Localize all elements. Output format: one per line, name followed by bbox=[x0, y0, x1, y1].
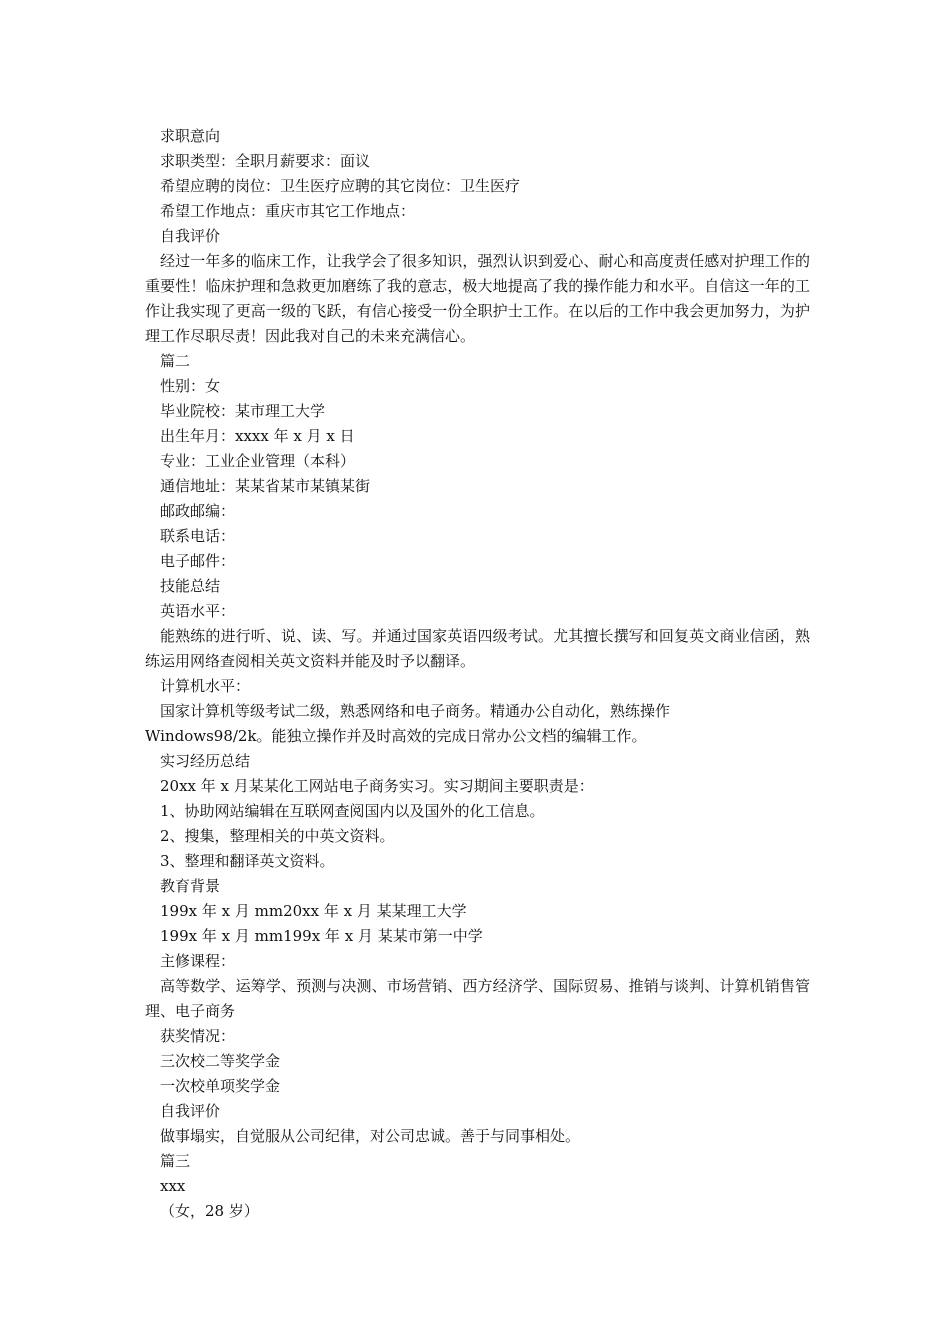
heading-part-two: 篇二 bbox=[160, 352, 191, 370]
text-award-2: 一次校单项奖学金 bbox=[160, 1077, 281, 1095]
heading-main-courses: 主修课程： bbox=[160, 952, 236, 970]
text-award-1: 三次校二等奖学金 bbox=[160, 1052, 281, 1070]
list-item-duty-2: 2、搜集，整理相关的中英文资料。 bbox=[160, 827, 395, 845]
list-item-duty-3: 3、整理和翻译英文资料。 bbox=[160, 852, 335, 870]
text-self-evaluation-2: 做事塌实，自觉服从公司纪律，对公司忠诚。善于与同事相处。 bbox=[160, 1127, 581, 1145]
text-internship-intro: 20xx 年 x 月某某化工网站电子商务实习。实习期间主要职责是： bbox=[160, 777, 594, 795]
text-work-location: 希望工作地点：重庆市其它工作地点： bbox=[160, 202, 416, 220]
text-education-university: 199x 年 x 月 mm20xx 年 x 月 某某理工大学 bbox=[160, 902, 467, 920]
text-gender: 性别：女 bbox=[160, 377, 221, 395]
heading-skills-summary: 技能总结 bbox=[160, 577, 221, 595]
paragraph-courses: 高等数学、运筹学、预测与决测、市场营销、西方经济学、国际贸易、推销与谈判、计算机销售管理、电子商务 bbox=[145, 977, 810, 1020]
text-address: 通信地址：某某省某市某镇某街 bbox=[160, 477, 371, 495]
text-birth-date: 出生年月：xxxx 年 x 月 x 日 bbox=[160, 427, 355, 445]
heading-computer-level: 计算机水平： bbox=[160, 677, 251, 695]
paragraph-computer-level-line2: Windows98/2k。能独立操作并及时高效的完成日常办公文档的编辑工作。 bbox=[145, 727, 647, 745]
text-phone: 联系电话： bbox=[160, 527, 236, 545]
heading-english-level: 英语水平： bbox=[160, 602, 236, 620]
text-major: 专业：工业企业管理（本科） bbox=[160, 452, 356, 470]
text-job-type: 求职类型：全职月薪要求：面议 bbox=[160, 152, 371, 170]
text-desired-position: 希望应聘的岗位：卫生医疗应聘的其它岗位：卫生医疗 bbox=[160, 177, 521, 195]
heading-self-evaluation: 自我评价 bbox=[160, 227, 221, 245]
paragraph-self-evaluation: 经过一年多的临床工作，让我学会了很多知识，强烈认识到爱心、耐心和高度责任感对护理工作的重要性！临床护理和急救更加磨练了我的意志，极大地提高了我的操作能力和水平。自信这一年的工作让我实现了更高一级的飞跃，有信心接受一份全职护士工作。在以后的工作中我会更加努力，为护理工作尽职尽责！因此我对自己的未来充满信心。 bbox=[145, 252, 810, 345]
paragraph-computer-level-line1: 国家计算机等级考试二级，熟悉网络和电子商务。精通办公自动化，熟练操作 bbox=[160, 702, 671, 720]
text-gender-age: （女，28 岁） bbox=[160, 1202, 259, 1220]
heading-self-evaluation-2: 自我评价 bbox=[160, 1102, 221, 1120]
text-school: 毕业院校：某市理工大学 bbox=[160, 402, 326, 420]
list-item-duty-1: 1、协助网站编辑在互联网查阅国内以及国外的化工信息。 bbox=[160, 802, 545, 820]
heading-internship: 实习经历总结 bbox=[160, 752, 251, 770]
text-education-highschool: 199x 年 x 月 mm199x 年 x 月 某某市第一中学 bbox=[160, 927, 483, 945]
document-body bbox=[145, 124, 810, 1224]
text-name: xxx bbox=[160, 1177, 186, 1195]
paragraph-english-level: 能熟练的进行听、说、读、写。并通过国家英语四级考试。尤其擅长撰写和回复英文商业信函，熟练运用网络查阅相关英文资料并能及时予以翻译。 bbox=[145, 627, 810, 670]
text-email: 电子邮件： bbox=[160, 552, 236, 570]
heading-awards: 获奖情况： bbox=[160, 1027, 236, 1045]
heading-job-intention: 求职意向 bbox=[160, 127, 221, 145]
heading-education: 教育背景 bbox=[160, 877, 221, 895]
heading-part-three: 篇三 bbox=[160, 1152, 191, 1170]
text-postcode: 邮政邮编： bbox=[160, 502, 236, 520]
